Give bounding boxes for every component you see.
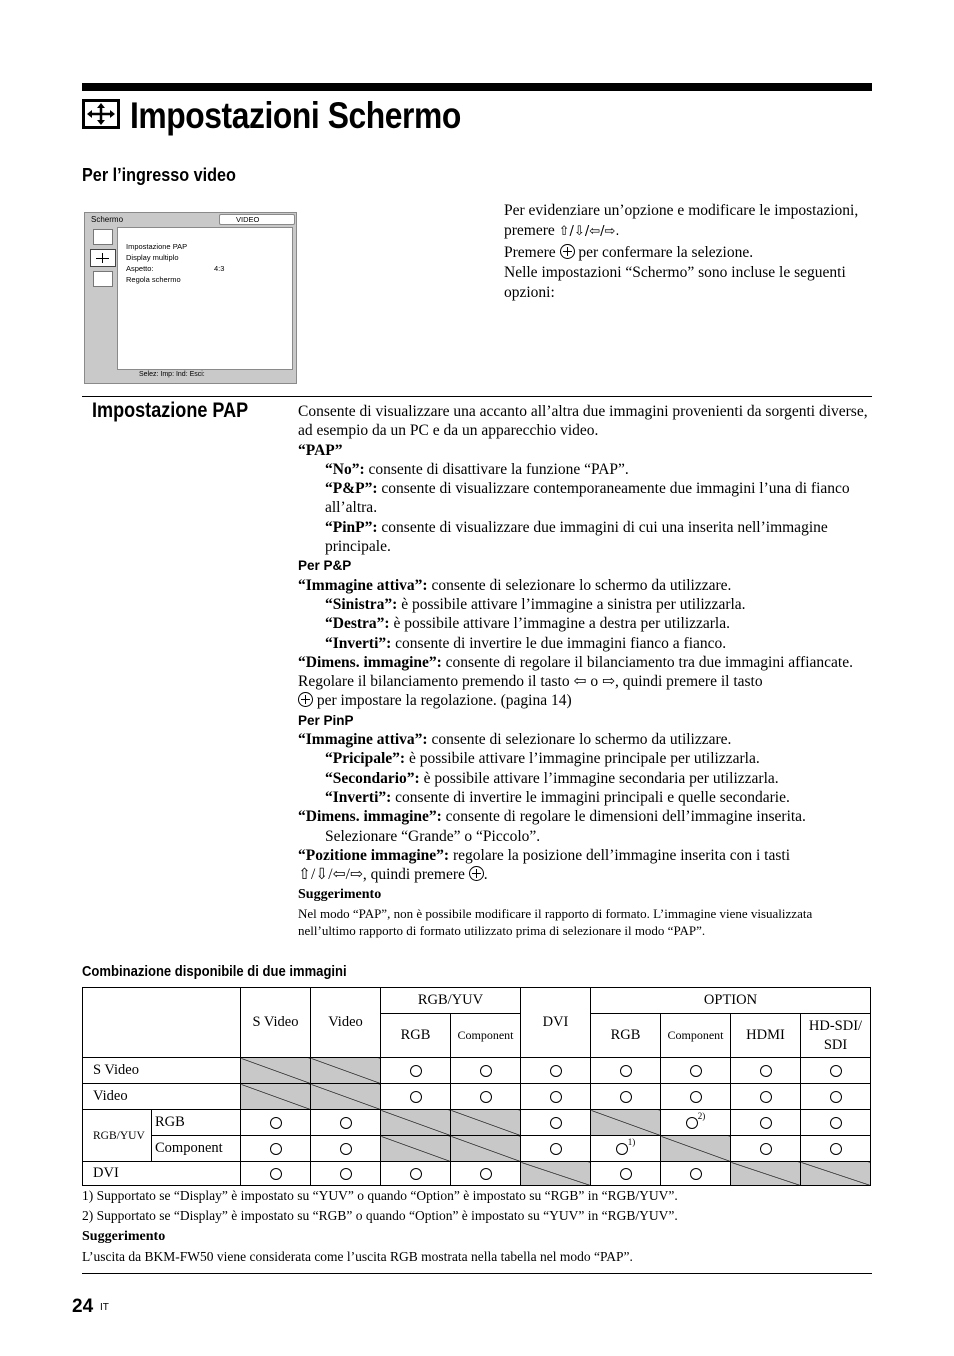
arrow-keys-icon: ⇧/⇩/⇦/⇨. (558, 224, 620, 240)
row-header: Component (152, 1136, 241, 1162)
circle-icon (270, 1117, 282, 1129)
row-header: DVI (83, 1162, 241, 1186)
option-term: “Inverti”: (325, 788, 392, 806)
supported-cell (591, 1058, 661, 1084)
supported-cell (661, 1058, 731, 1084)
col-header: DVI (521, 988, 591, 1058)
circle-icon (830, 1091, 842, 1103)
option-desc: Selezionare “Grande” o “Piccolo”. (325, 827, 541, 845)
option-desc: è possibile attivare l’immagine principale per utilizzarla. (405, 750, 760, 768)
supported-cell (801, 1136, 871, 1162)
osd-input-label: VIDEO (236, 215, 260, 224)
na-cell (311, 1084, 381, 1110)
option-term: “Immagine attiva”: (298, 731, 428, 749)
na-cell (661, 1136, 731, 1162)
supported-cell (801, 1110, 871, 1136)
option-term: “Dimens. immagine”: (298, 653, 442, 671)
enter-button-icon (560, 244, 575, 259)
circle-icon (340, 1117, 352, 1129)
circle-icon (410, 1065, 422, 1077)
option-term: “Inverti”: (325, 634, 392, 652)
option-desc: consente di selezionare lo schermo da utilizzare. (427, 731, 732, 749)
supported-cell (451, 1084, 521, 1110)
table-row (83, 1162, 871, 1186)
supported-cell (661, 1110, 731, 1136)
supported-cell (521, 1136, 591, 1162)
col-header: RGB/YUV (381, 988, 521, 1014)
option-desc: ⇧/⇩/⇦/⇨, quindi premere (298, 866, 465, 884)
row-header: S Video (83, 1058, 241, 1084)
option-desc: consente di visualizzare contemporaneamente due immagini l’una di fianco all’altra. (325, 480, 850, 517)
osd-menu-screenshot (84, 212, 297, 384)
supported-cell (521, 1084, 591, 1110)
supported-cell (731, 1058, 801, 1084)
supported-cell (311, 1110, 381, 1136)
supported-cell (801, 1058, 871, 1084)
table-row (83, 1084, 871, 1110)
circle-icon (410, 1168, 422, 1180)
footnote-mark: 2) (697, 1111, 706, 1121)
title-bar-rule (82, 83, 872, 91)
page-title (82, 94, 515, 138)
osd-menu-title: Schermo (91, 215, 124, 224)
supported-cell (591, 1162, 661, 1186)
circle-icon (550, 1065, 562, 1077)
option-term: “Sinistra”: (325, 595, 398, 613)
osd-menu-panel (117, 227, 293, 370)
intro-line: per confermare la selezione. (578, 243, 754, 261)
section-heading: Per l’ingresso video (82, 165, 236, 185)
circle-icon (270, 1168, 282, 1180)
circle-icon (550, 1143, 562, 1155)
option-desc: consente di invertire le due immagini fianco a fianco. (391, 634, 727, 652)
option-desc: è possibile attivare l’immagine a destra per utilizzarla. (389, 615, 730, 633)
osd-input-tab (219, 214, 295, 225)
supported-cell (241, 1136, 311, 1162)
circle-icon (620, 1168, 632, 1180)
circle-icon (690, 1091, 702, 1103)
col-header: Video (311, 988, 381, 1058)
circle-icon (480, 1065, 492, 1077)
circle-icon (690, 1168, 702, 1180)
circle-icon (270, 1143, 282, 1155)
intro-line: Per evidenziare un’opzione e modificare le impostazioni, premere (504, 202, 859, 240)
option-term: “Pozitione immagine”: (298, 846, 450, 864)
circle-icon (760, 1091, 772, 1103)
pap-heading: Impostazione PAP (92, 399, 249, 422)
pap-desc: Consente di visualizzare una accanto all’altra due immagini provenienti da sorgenti diverse, ad esempio da un PC e da un apparecchio video. (298, 403, 868, 440)
screen-arrows-icon (82, 99, 120, 134)
circle-icon (616, 1143, 628, 1155)
circle-icon (760, 1117, 772, 1129)
option-term: “P&P”: (325, 480, 378, 498)
supported-cell (381, 1162, 451, 1186)
tip-label: Suggerimento (298, 887, 382, 903)
option-desc: consente di invertire le immagini principali e quelle secondarie. (391, 788, 790, 806)
table-row (83, 1136, 871, 1162)
supported-cell (731, 1110, 801, 1136)
osd-item: Impostazione PAP (126, 242, 188, 251)
circle-icon (410, 1091, 422, 1103)
table-title: Combinazione disponibile di due immagini (82, 964, 347, 980)
col-header: HDMI (731, 1014, 801, 1058)
option-desc: consente di regolare le dimensioni dell’immagine inserita. (441, 808, 806, 826)
circle-icon (830, 1065, 842, 1077)
tip-label: Suggerimento (82, 1229, 166, 1244)
combination-table (82, 987, 871, 1186)
circle-icon (760, 1143, 772, 1155)
option-desc: regolare la posizione dell’immagine inserita con i tasti (449, 846, 790, 864)
supported-cell (591, 1136, 661, 1162)
osd-item: Regola schermo (126, 275, 181, 284)
divider (82, 396, 872, 397)
tip-text: Nel modo “PAP”, non è possibile modificare il rapporto di formato. L’immagine viene visualizzata nell’ultimo rapporto di formato utilizzato prima di selezionare il modo “PAP”. (298, 905, 813, 939)
pap-option-label: “PAP” (298, 441, 343, 459)
col-header: Component (451, 1014, 521, 1058)
col-header: OPTION (591, 988, 871, 1014)
supported-cell (381, 1058, 451, 1084)
circle-icon (480, 1091, 492, 1103)
option-term: “No”: (325, 460, 365, 478)
page-number: 24 (72, 1296, 94, 1317)
circle-icon (830, 1117, 842, 1129)
supported-cell (241, 1110, 311, 1136)
na-cell (241, 1058, 311, 1084)
option-desc: consente di visualizzare due immagini di cui una inserita nell’immagine principale. (325, 518, 828, 556)
col-header: HD-SDI/ SDI (801, 1014, 871, 1058)
osd-item: Aspetto: (126, 264, 154, 273)
na-cell (381, 1110, 451, 1136)
option-term: “PinP”: (325, 518, 378, 536)
circle-icon (550, 1117, 562, 1129)
footnote-1: 1) Supportato se “Display” è impostato su “YUV” o quando “Option” è impostato su “RGB” in “RGB/YUV”. (82, 1188, 678, 1203)
supported-cell (451, 1162, 521, 1186)
na-cell (241, 1084, 311, 1110)
osd-item: Display multiplo (126, 253, 179, 262)
supported-cell (381, 1084, 451, 1110)
supported-cell (521, 1058, 591, 1084)
supported-cell (731, 1136, 801, 1162)
table-row (83, 1058, 871, 1084)
na-cell (381, 1136, 451, 1162)
option-desc: consente di regolare il bilanciamento tra due immagini affiancate. Regolare il bilanciamento premendo il tasto ⇦ o ⇨, quindi premere il tasto (298, 653, 853, 691)
option-desc: per impostare la regolazione. (pagina 14) (313, 692, 572, 710)
footnote-2: 2) Supportato se “Display” è impostato su “RGB” o quando “Option” è impostato su “YUV” in “RGB/YUV”. (82, 1208, 678, 1223)
supported-cell (451, 1058, 521, 1084)
circle-icon (686, 1117, 698, 1129)
row-header: Video (83, 1084, 241, 1110)
osd-list-icon (93, 271, 113, 287)
osd-picture-icon (93, 229, 113, 245)
circle-icon (760, 1065, 772, 1077)
osd-screen-icon (90, 249, 116, 267)
page-title-text: Impostazioni Schermo (130, 95, 461, 136)
circle-icon (550, 1091, 562, 1103)
na-cell (451, 1110, 521, 1136)
circle-icon (620, 1091, 632, 1103)
circle-icon (690, 1065, 702, 1077)
enter-button-icon (298, 692, 313, 707)
enter-button-icon (469, 866, 484, 881)
option-term: “Immagine attiva”: (298, 576, 428, 594)
osd-aspect-value: 4:3 (214, 264, 225, 273)
circle-icon (340, 1168, 352, 1180)
supported-cell (801, 1084, 871, 1110)
page-language: IT (100, 1302, 109, 1313)
circle-icon (830, 1143, 842, 1155)
option-desc: è possibile attivare l’immagine a sinistra per utilizzarla. (397, 595, 746, 613)
na-cell (801, 1162, 871, 1186)
supported-cell (521, 1110, 591, 1136)
supported-cell (311, 1136, 381, 1162)
option-term: “Dimens. immagine”: (298, 808, 442, 826)
supported-cell (241, 1162, 311, 1186)
na-cell (451, 1136, 521, 1162)
option-desc: consente di selezionare lo schermo da utilizzare. (427, 576, 732, 594)
supported-cell (311, 1162, 381, 1186)
table-corner (83, 988, 241, 1058)
option-desc: consente di disattivare la funzione “PAP”. (364, 460, 629, 478)
col-header: Component (661, 1014, 731, 1058)
pap-body: Consente di visualizzare una accanto all’altra due immagini provenienti da sorgenti diverse, ad esempio da un PC e da un apparecchio video. “PAP” “No”: consente di disattivare la funzione “PAP”. “P&P”: consente di visualizzare contemporaneamente due immagini l’una di fianco all’altra. “PinP”: consente di visualizzare due immagini di cui una inserita nell’immagine principale. Per P&P “Immagine attiva”: consente di selezionare lo schermo da utilizzare. “Sinistra”: è possibile attivare l’immagine a sinistra per utilizzarla. “Destra”: è possibile attivare l’immagine a destra per utilizzarla. “Inverti”: consente di invertire le due immagini fianco a fianco. “Dimens. immagine”: consente di regolare il bilanciamento tra due immagini affiancate. Regolare il bilanciamento premendo il tasto ⇦ o ⇨, quindi premere il tasto per impostare la regolazione. (pagina 14) Per PinP “Immagine attiva”: consente di selezionare lo schermo da utilizzare. “Pricipale”: è possibile attivare l’immagine principale per utilizzarla. “Secondario”: è possibile attivare l’immagine secondaria per utilizzarla. “Inverti”: consente di invertire le immagini principali e quelle secondarie. “Dimens. immagine”: consente di regolare le dimensioni dell’immagine inserita. Selezionare “Grande” o “Piccolo”. “Pozitione immagine”: regolare la posizione dell’immagine inserita con i tasti ⇧/⇩/⇦/⇨, quindi premere . Suggerimento Nel modo “PAP”, non è possibile modificare il rapporto di formato. L’immagine viene visualizzata nell’ultimo rapporto di formato utilizzato prima di selezionare il modo “PAP”. (298, 402, 872, 940)
col-header: RGB (381, 1014, 451, 1058)
supported-cell (661, 1084, 731, 1110)
option-desc: è possibile attivare l’immagine secondaria per utilizzarla. (419, 769, 779, 787)
na-cell (521, 1162, 591, 1186)
option-term: “Destra”: (325, 615, 390, 633)
tip-text: L’uscita da BKM-FW50 viene considerata come l’uscita RGB mostrata nella tabella nel modo “PAP”. (82, 1249, 633, 1264)
table-row (83, 1110, 871, 1136)
col-header: RGB (591, 1014, 661, 1058)
supported-cell (731, 1084, 801, 1110)
subheading-pinp: Per PinP (298, 712, 354, 728)
option-term: “Pricipale”: (325, 750, 406, 768)
circle-icon (340, 1143, 352, 1155)
row-group-header: RGB/YUV (83, 1110, 152, 1162)
footnote-mark: 1) (627, 1137, 636, 1147)
intro-line: Nelle impostazioni “Schermo” sono incluse le seguenti opzioni: (504, 263, 846, 302)
na-cell (591, 1110, 661, 1136)
supported-cell (591, 1084, 661, 1110)
circle-icon (480, 1168, 492, 1180)
divider (82, 1273, 872, 1274)
subheading-pp: Per P&P (298, 558, 352, 574)
col-header: S Video (241, 988, 311, 1058)
na-cell (731, 1162, 801, 1186)
option-term: “Secondario”: (325, 769, 420, 787)
na-cell (311, 1058, 381, 1084)
row-header: RGB (152, 1110, 241, 1136)
osd-footer: Selez: Imp: Ind: Esci: (139, 371, 205, 378)
circle-icon (620, 1065, 632, 1077)
intro-line: Premere (504, 243, 556, 261)
supported-cell (661, 1162, 731, 1186)
intro-text (504, 201, 864, 303)
